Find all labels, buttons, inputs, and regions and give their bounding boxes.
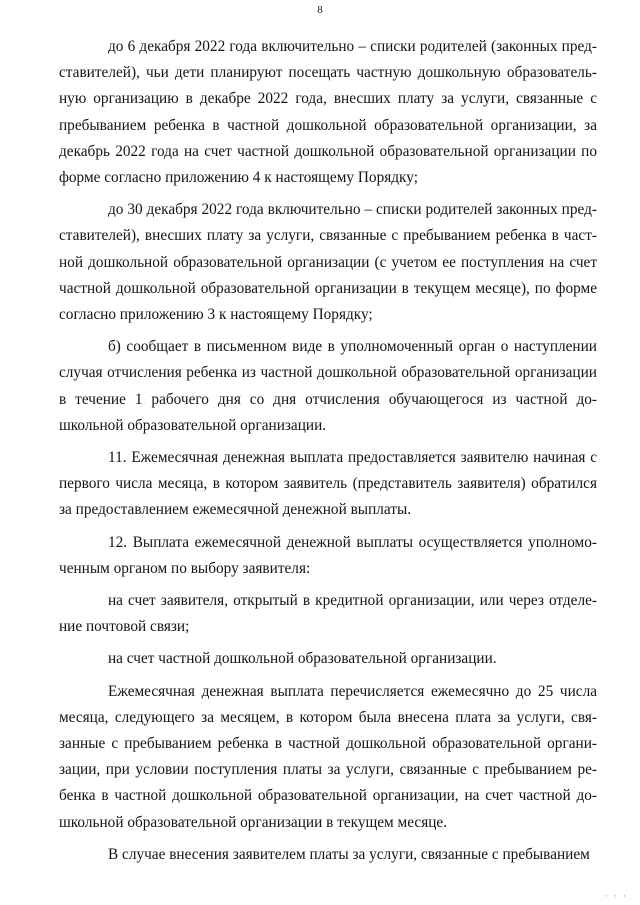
paragraph-option-applicant-account: на счет заявителя, открытый в кредитной организации, или через отделение почтовой связи; (59, 592, 597, 636)
scan-artifact-mark: · · · (604, 891, 628, 901)
paragraph-item-11: 11. Ежемесячная денежная выплата предоставляется заявителю начиная с первого числа месяца, в котором заявитель (представитель заявителя) обратился за предоставлением ежемесячной денежной выплаты. (59, 449, 597, 519)
paragraph-payment-schedule: Ежемесячная денежная выплата перечисляется ежемесячно до 25 числа месяца, следующего за месяцем, в котором была внесена плата за услуги, связанные с пребыванием ребенка в частной дошкольной образовательной организации, при условии поступления платы за услуги, связанные с пребыванием ребенка в частной дошкольной образовательной организации, на счет частной дошкольной образовательной организации в текущем месяце. (59, 682, 597, 831)
document-body (59, 34, 597, 868)
paragraph-payment-case: В случае внесения заявителем платы за услуги, связанные с пребыванием (108, 845, 590, 863)
paragraph-deadline-december-6: до 6 декабря 2022 года включительно – списки родителей (законных представителей), чьи дети планируют посещать частную дошкольную образовательную организацию в декабре 2022 года, внесших плату за услуги, связанные с пребыванием ребенка в частной дошкольной образовательной организации, за декабрь 2022 года на счет частной дошкольной образовательной организации по форме согласно приложению 4 к настоящему Порядку; (59, 38, 597, 187)
page-number: 8 (317, 4, 323, 16)
paragraph-b-notification: б) сообщает в письменном виде в уполномоченный орган о наступлении случая отчисления ребенка из частной дошкольной образовательной организации в течение 1 рабочего дня со дня отчисления обучающегося из частной дошкольной образовательной организации. (59, 338, 597, 434)
paragraph-option-organization-account: на счет частной дошкольной образовательной организации. (108, 650, 497, 668)
paragraph-deadline-december-30: до 30 декабря 2022 года включительно – списки родителей законных представителей), внесших плату за услуги, связанные с пребыванием ребенка в частной дошкольной образовательной организации (с учетом ее поступления на счет частной дошкольной образовательной организации в текущем месяце), по форме согласно приложению 3 к настоящему Порядку; (59, 201, 597, 324)
paragraph-item-12: 12. Выплата ежемесячной денежной выплаты осуществляется уполномоченным органом по выбору заявителя: (59, 533, 597, 577)
